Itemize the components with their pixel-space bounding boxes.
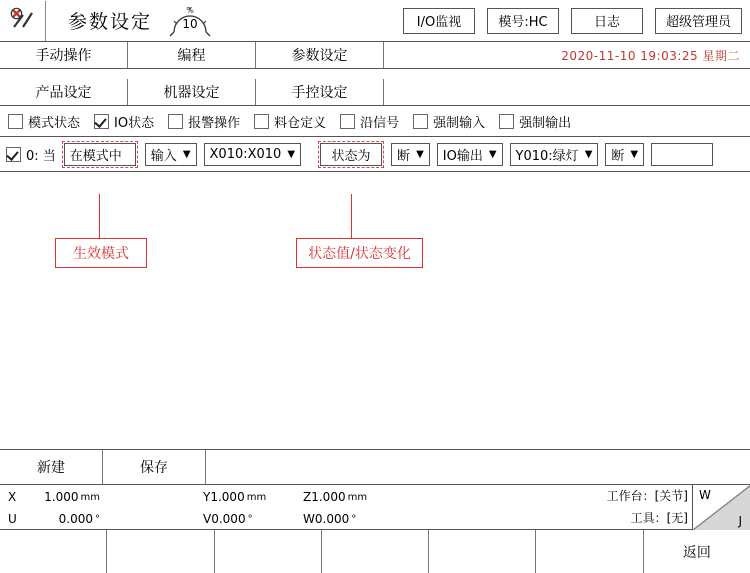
tab-row-primary bbox=[0, 42, 750, 69]
axis-w-value: 0.000 bbox=[314, 512, 350, 526]
checkbox-label-mode-status: 模式状态 bbox=[28, 116, 81, 131]
io-point-value: X010:X010 bbox=[209, 146, 282, 162]
axis-v-unit: ° bbox=[247, 513, 253, 525]
speed-value: 10 bbox=[182, 16, 198, 31]
io-point-select[interactable] bbox=[204, 143, 302, 166]
active-mode-highlight bbox=[62, 141, 138, 168]
output-direction-value: IO输出 bbox=[442, 148, 483, 164]
checkbox-label-force-output: 强制输出 bbox=[519, 116, 572, 131]
checkbox-label-alarm-operation: 报警操作 bbox=[188, 116, 241, 131]
axis-u-value: 0.000 bbox=[58, 512, 93, 526]
axis-z-value: 1.000 bbox=[311, 490, 346, 504]
page-title-group bbox=[46, 4, 212, 38]
output-point-value: Y010:绿灯 bbox=[515, 148, 579, 164]
program-work-area[interactable] bbox=[0, 172, 750, 450]
log-button[interactable]: 日志 bbox=[571, 8, 643, 34]
checkbox-box-io-status[interactable] bbox=[94, 114, 109, 129]
axis-z-label: Z bbox=[303, 490, 312, 504]
output-direction-select[interactable] bbox=[437, 143, 503, 166]
fkey-1[interactable] bbox=[0, 530, 107, 573]
tab-manual-operation[interactable]: 手动操作 bbox=[0, 42, 128, 68]
checkbox-label-force-input: 强制输入 bbox=[433, 116, 486, 131]
annotation-state-value-change: 状态值/状态变化 bbox=[296, 238, 423, 268]
condition-enable-checkbox[interactable] bbox=[6, 147, 21, 162]
checkbox-box-alarm-operation[interactable] bbox=[168, 114, 183, 129]
coordinate-row-linear bbox=[0, 486, 368, 508]
state-value-highlight bbox=[318, 141, 384, 168]
output-point-select[interactable] bbox=[510, 143, 599, 166]
worktable-label: 工作台：[关节] bbox=[606, 489, 688, 503]
checkbox-label-silo-definition: 料仓定义 bbox=[274, 116, 327, 131]
top-bar bbox=[0, 0, 750, 42]
axis-w-unit: ° bbox=[351, 513, 357, 525]
chevron-down-icon: ▼ bbox=[287, 148, 296, 160]
axis-y-label: Y bbox=[203, 490, 211, 504]
checkbox-box-edge-signal[interactable] bbox=[340, 114, 355, 129]
axis-u bbox=[0, 512, 100, 526]
axis-x-value: 1.000 bbox=[44, 490, 79, 504]
io-direction-select[interactable] bbox=[145, 143, 197, 166]
checkbox-box-force-input[interactable] bbox=[413, 114, 428, 129]
axis-y bbox=[100, 490, 267, 504]
annotation-active-mode: 生效模式 bbox=[55, 238, 147, 268]
checkbox-label-io-status: IO状态 bbox=[114, 116, 155, 131]
io-monitor-button[interactable]: I/O监视 bbox=[403, 8, 475, 34]
axis-w-label: W bbox=[303, 512, 315, 526]
action-button-row bbox=[0, 450, 750, 485]
mode-value-field[interactable]: 在模式中 bbox=[64, 143, 136, 166]
checkbox-io-status[interactable] bbox=[94, 112, 154, 131]
extra-input-field[interactable] bbox=[651, 143, 713, 166]
mold-number-button[interactable]: 模号:HC bbox=[487, 8, 559, 34]
top-button-group bbox=[403, 8, 750, 34]
axis-x-label: X bbox=[8, 490, 17, 504]
axis-u-label: U bbox=[8, 512, 17, 526]
datetime-display: 2020-11-10 19:03:25 星期二 bbox=[561, 48, 740, 63]
new-button[interactable]: 新建 bbox=[0, 450, 103, 484]
action-row-spacer bbox=[206, 450, 750, 484]
fkey-5[interactable] bbox=[429, 530, 536, 573]
tool-label: 工具：[无] bbox=[630, 511, 688, 525]
output-value-text: 断 bbox=[611, 148, 625, 164]
tab-machine-setting[interactable]: 机器设定 bbox=[128, 79, 256, 105]
state-value-select[interactable] bbox=[391, 143, 430, 166]
frame-tool-info bbox=[532, 485, 692, 530]
state-value-text: 断 bbox=[397, 148, 411, 164]
fkey-2[interactable] bbox=[107, 530, 214, 573]
function-key-bar bbox=[0, 530, 750, 573]
chevron-down-icon: ▼ bbox=[584, 148, 593, 160]
axis-z bbox=[200, 490, 368, 504]
page-title: 参数设定 bbox=[68, 11, 153, 33]
state-word-field[interactable]: 状态为 bbox=[320, 143, 382, 166]
checkbox-force-input[interactable] bbox=[413, 112, 485, 131]
mode-world-label: W bbox=[699, 488, 711, 502]
mode-joint-label: J bbox=[738, 514, 742, 528]
checkbox-edge-signal[interactable] bbox=[340, 112, 399, 131]
filter-checkbox-strip bbox=[0, 107, 750, 137]
checkbox-force-output[interactable] bbox=[499, 112, 571, 131]
axis-y-value: 1.000 bbox=[210, 490, 245, 504]
tab-manual-control-setting[interactable]: 手控设定 bbox=[256, 79, 384, 105]
app-logo[interactable] bbox=[0, 1, 46, 41]
axis-z-unit: mm bbox=[347, 491, 368, 503]
checkbox-label-edge-signal: 沿信号 bbox=[360, 116, 400, 131]
axis-x bbox=[0, 490, 100, 504]
fkey-4[interactable] bbox=[322, 530, 429, 573]
chevron-down-icon: ▼ bbox=[488, 148, 497, 160]
fkey-3[interactable] bbox=[215, 530, 322, 573]
speed-dial[interactable] bbox=[168, 4, 212, 38]
chevron-down-icon: ▼ bbox=[182, 148, 191, 160]
condition-index-label: 0: 当 bbox=[26, 148, 56, 164]
tab-programming[interactable]: 编程 bbox=[128, 42, 256, 68]
condition-row bbox=[0, 137, 750, 172]
checkbox-alarm-operation[interactable] bbox=[168, 112, 240, 131]
axis-v bbox=[100, 512, 253, 526]
coordinate-row-rotary bbox=[0, 508, 357, 530]
axis-y-unit: mm bbox=[246, 491, 267, 503]
save-button[interactable]: 保存 bbox=[103, 450, 206, 484]
coordinate-mode-toggle[interactable] bbox=[692, 485, 750, 530]
speed-unit: % bbox=[186, 5, 194, 15]
fkey-return[interactable]: 返回 bbox=[682, 544, 711, 561]
checkbox-box-silo-definition[interactable] bbox=[254, 114, 269, 129]
tools-icon bbox=[10, 7, 36, 35]
axis-v-label: V bbox=[203, 512, 212, 526]
axis-u-unit: ° bbox=[95, 513, 100, 525]
super-admin-button[interactable]: 超级管理员 bbox=[655, 8, 742, 34]
chevron-down-icon: ▼ bbox=[416, 148, 424, 160]
checkbox-silo-definition[interactable] bbox=[254, 112, 326, 131]
axis-v-value: 0.000 bbox=[211, 512, 246, 526]
chevron-down-icon: ▼ bbox=[630, 148, 639, 160]
tab-product-setting[interactable]: 产品设定 bbox=[0, 79, 128, 105]
checkbox-box-mode-status[interactable] bbox=[8, 114, 23, 129]
checkbox-mode-status[interactable] bbox=[8, 112, 80, 131]
tab-parameter-setting[interactable]: 参数设定 bbox=[256, 42, 384, 68]
checkbox-box-force-output[interactable] bbox=[499, 114, 514, 129]
output-value-select[interactable] bbox=[605, 143, 644, 166]
axis-w bbox=[200, 512, 357, 526]
tab-row-secondary bbox=[0, 79, 750, 106]
io-direction-value: 输入 bbox=[150, 148, 177, 164]
axis-x-unit: mm bbox=[80, 491, 100, 503]
fkey-6[interactable] bbox=[536, 530, 643, 573]
